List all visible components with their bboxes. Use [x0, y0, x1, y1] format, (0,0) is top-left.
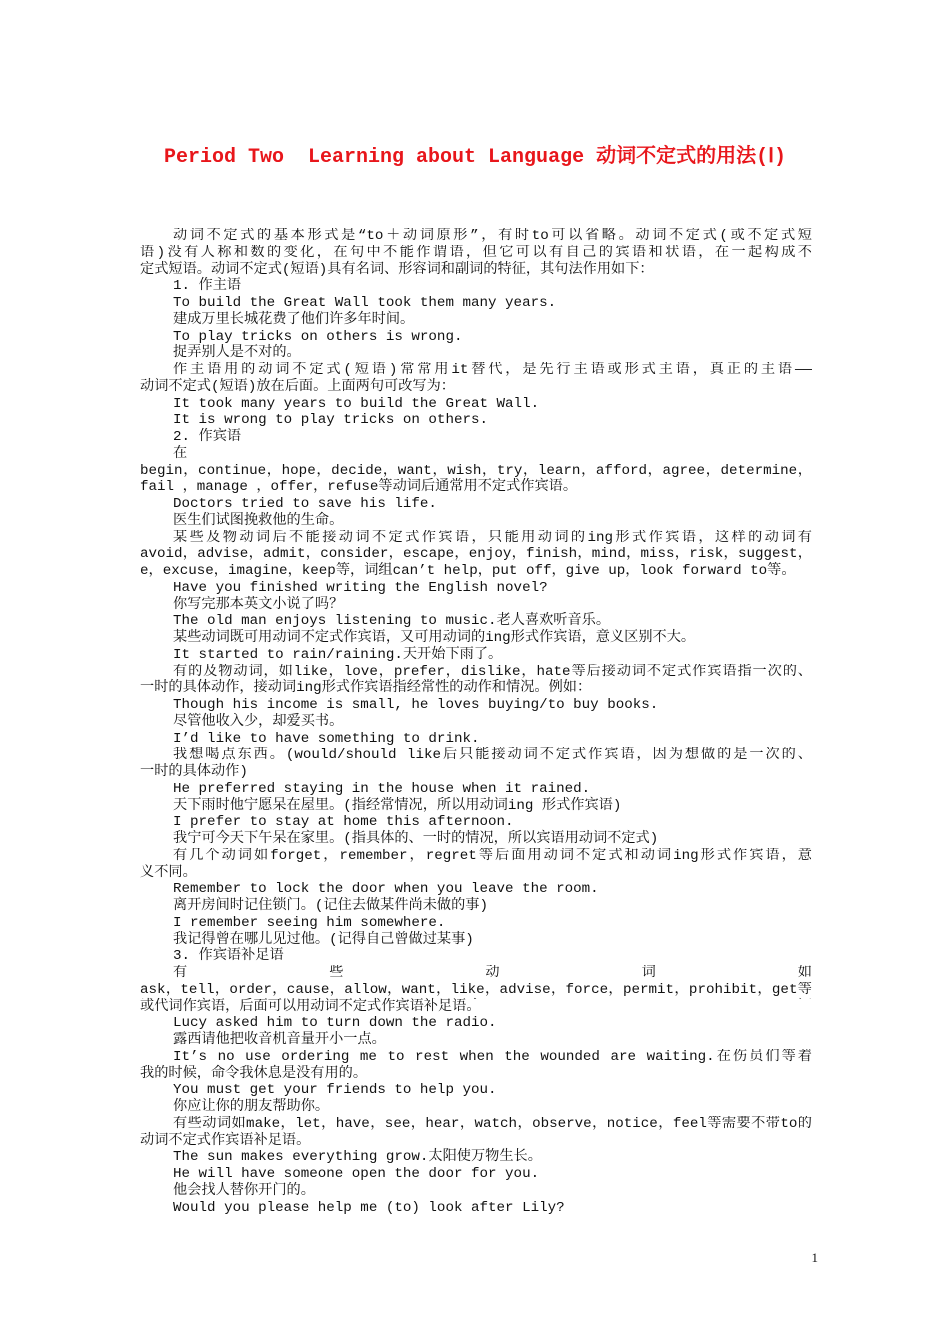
- page-number: 1: [811, 1250, 818, 1265]
- text-line: 建成万里长城花费了他们许多年时间。: [173, 311, 415, 328]
- text-line: 他会找人替你开门的。: [173, 1182, 315, 1199]
- text-line: 动词不定式的基本形式是“to＋动词原形”，有时to可以省略。动词不定式(或不定式短: [173, 228, 812, 244]
- text-line: He will have someone open the door for you.: [173, 1166, 540, 1182]
- text-line: 有的及物动词，如like，love，prefer，dislike，hate等后接动词不定式作宾语指一次的、: [173, 663, 812, 680]
- text-line: 义不同。: [140, 864, 197, 881]
- text-line: 动词不定式(短语)放在后面。上面两句可改写为：: [140, 378, 455, 395]
- text-line: It took many years to build the Great Wall.: [173, 395, 540, 412]
- text-line: To play tricks on others is wrong.: [173, 328, 463, 345]
- text-line: It started to rain/raining.天开始下雨了。: [173, 646, 503, 663]
- text-line: 1. 作主语: [173, 278, 242, 295]
- text-line: 捉弄别人是不对的。: [173, 345, 301, 362]
- text-line: 我宁可今天下午呆在家里。(指具体的、一时的情况，所以宾语用动词不定式): [173, 831, 659, 847]
- text-line: 我的时候，命令我休息是没有用的。: [140, 1065, 368, 1082]
- text-line: 语)没有人称和数的变化，在句中不能作谓语，但它可以有自己的宾语和状语，在一起构成不: [140, 244, 812, 261]
- text-line: It is wrong to play tricks on others.: [173, 412, 489, 429]
- text-line: 某些及物动词后不能接动词不定式作宾语，只能用动词的ing形式作宾语，这样的动词有: [173, 529, 812, 546]
- text-line: The sun makes everything grow.太阳使万物生长。: [173, 1149, 542, 1166]
- text-line: To build the Great Wall took them many years.: [173, 295, 557, 311]
- document-body: [140, 228, 812, 1216]
- text-line: I remember seeing him somewhere.: [173, 914, 446, 931]
- text-line: 一时的具体动作，接动词ing形式作宾语指经常性的动作和情况。例如：: [140, 680, 592, 697]
- text-line: Would you please help me (to) look after Lily?: [173, 1199, 565, 1216]
- text-line: 动词不定式作宾语补足语。: [140, 1132, 311, 1149]
- text-line: 有几个动词如forget，remember，regret等后面用动词不定式和动词ing形式作宾语，意: [173, 847, 812, 864]
- text-line: 我想喝点东西。(would/should like后只能接动词不定式作宾语，因为想做的是一次的、: [173, 747, 812, 764]
- text-line: You must get your friends to help you.: [173, 1082, 497, 1099]
- text-line: 露西请他把收音机音量开小一点。: [173, 1032, 386, 1048]
- text-line: Have you finished writing the English novel?: [173, 579, 548, 596]
- text-line: fail ，manage ，offer，refuse等动词后通常用不定式作宾语。: [140, 479, 578, 496]
- text-line: Though his income is small, he loves buying/to buy books.: [173, 697, 659, 713]
- text-line: 定式短语。动词不定式(短语)具有名词、形容词和副词的特征，其句法作用如下：: [140, 261, 654, 278]
- text-line: 你写完那本英文小说了吗？: [173, 596, 344, 613]
- text-line: The old man enjoys listening to music.老人喜欢听音乐。: [173, 613, 611, 630]
- text-line: 3. 作宾语补足语: [173, 948, 284, 965]
- text-line: 作主语用的动词不定式(短语)常常用it替代，是先行主语或形式主语，真正的主语——: [173, 362, 812, 378]
- text-line: 有 些 动 词 如: [173, 965, 812, 981]
- text-line: ask，tell，order，cause，allow，want，like，advise，force，permit，prohibit，get等: [140, 981, 812, 998]
- text-line: 天下雨时他宁愿呆在屋里。(指经常情况，所以用动词ing 形式作宾语): [173, 797, 622, 814]
- text-line: 你应让你的朋友帮助你。: [173, 1099, 330, 1115]
- text-line: 某些动词既可用动词不定式作宾语，又可用动词的ing形式作宾语，意义区别不大。: [173, 630, 696, 646]
- text-line: 在: [173, 445, 188, 462]
- text-line: It’s no use ordering me to rest when the wounded are waiting.在伤员们等着: [173, 1048, 812, 1065]
- text-line: avoid，advise，admit，consider，escape，enjoy，finish，mind，miss，risk，suggest，: [140, 546, 812, 563]
- text-line: 医生们试图挽救他的生命。: [173, 512, 344, 529]
- text-line: begin，continue，hope，decide，want，wish，try，learn，afford，agree，determine，: [140, 462, 812, 479]
- text-line: Doctors tried to save his life.: [173, 496, 437, 512]
- text-line: 2. 作宾语: [173, 429, 242, 445]
- text-line: 一时的具体动作): [140, 764, 248, 780]
- text-line: Lucy asked him to turn down the radio.: [173, 1015, 497, 1032]
- page-title: Period Two Learning about Language 动词不定式的用法(Ⅰ): [164, 146, 786, 169]
- text-line: 尽管他收入少，却爱买书。: [173, 713, 344, 730]
- text-line: Remember to lock the door when you leave the room.: [173, 881, 599, 898]
- text-line: 我记得曾在哪儿见过他。(记得自己曾做过某事): [173, 931, 474, 948]
- text-line: I prefer to stay at home this afternoon.: [173, 814, 514, 831]
- text-line: 有些动词如make，let，have，see，hear，watch，observe，notice，feel等需要不带to的: [173, 1115, 812, 1132]
- text-line: He preferred staying in the house when it rained.: [173, 780, 591, 797]
- text-line: 离开房间时记住锁门。(记住去做某件尚未做的事): [173, 898, 488, 914]
- text-line: 或代词作宾语，后面可以用动词不定式作宾语补足语。: [140, 998, 481, 1015]
- text-line: e，excuse，imagine，keep等，词组can’t help，put off，give up，look forward to等。: [140, 563, 796, 579]
- text-line: I’d like to have something to drink.: [173, 730, 480, 747]
